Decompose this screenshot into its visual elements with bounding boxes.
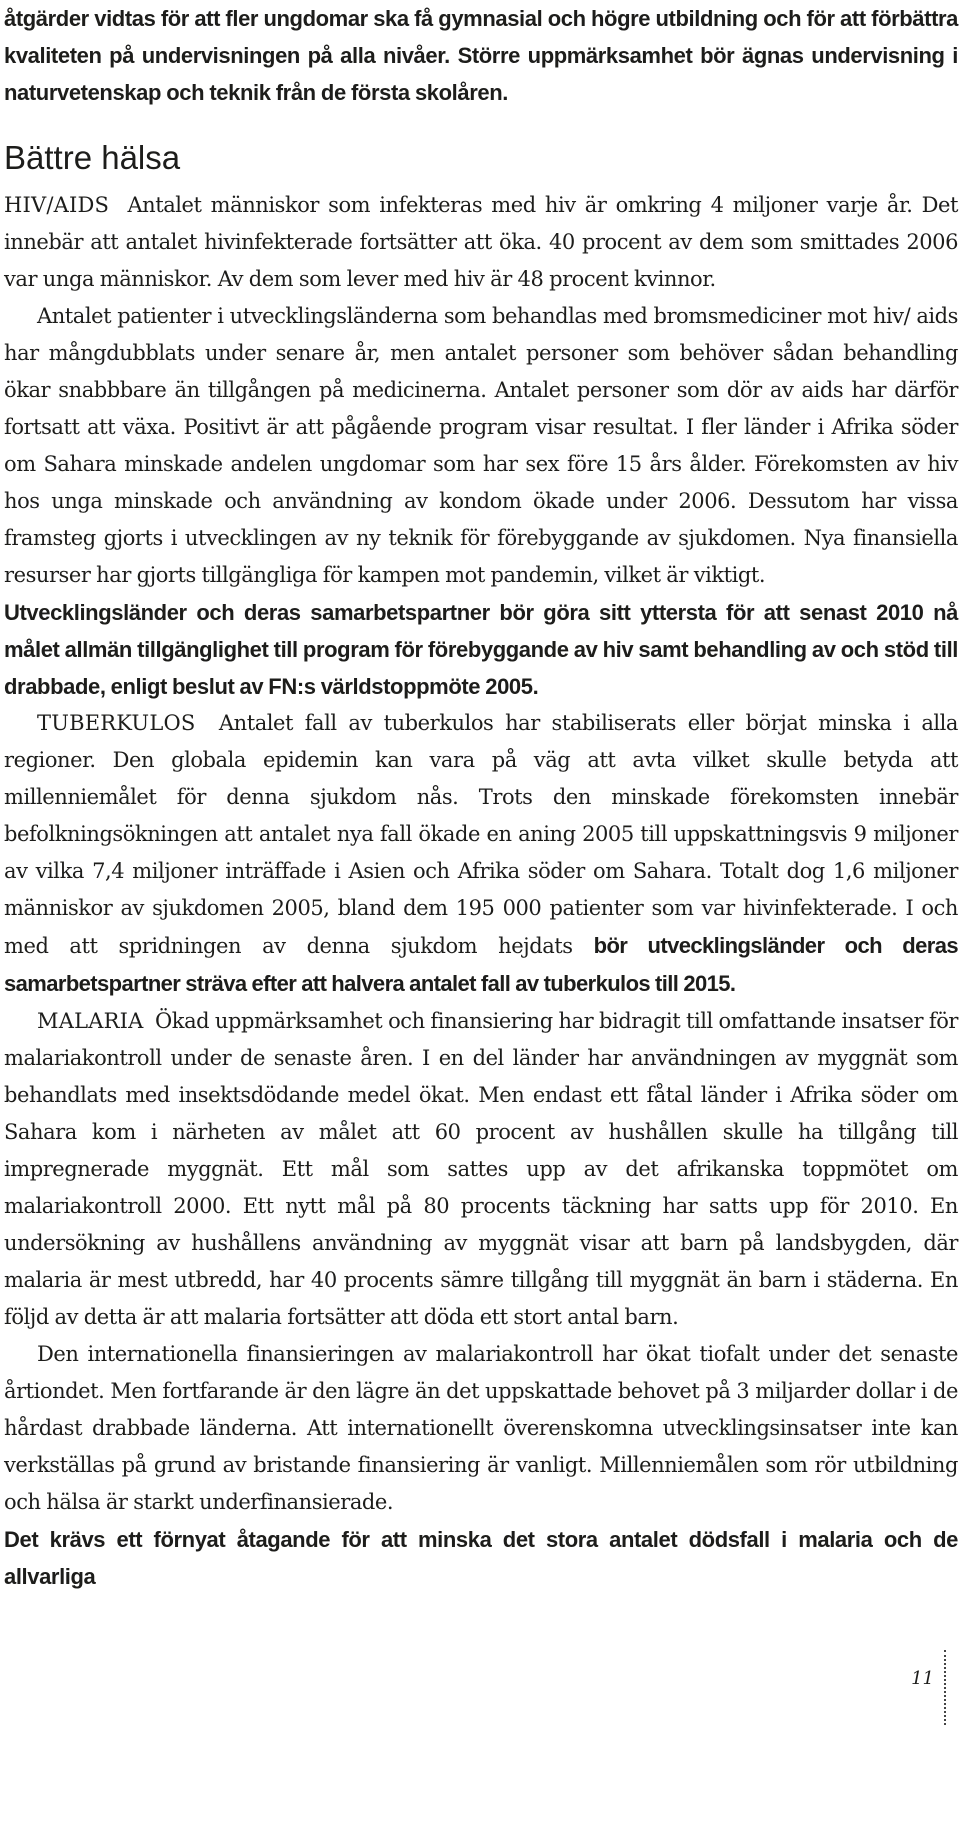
hiv-text: Antalet människor som infekteras med hiv är omkring 4 miljoner varje år. Det innebär att antalet hivinfekterade fortsätter att öka. 40 procent av dem som smittades 2006 var unga människor. Av dem som lever med hiv är 48 procent kvinnor. [4, 193, 959, 291]
page-number: 11 [911, 1668, 934, 1689]
intro-paragraph: åtgärder vidtas för att fler ungdomar ska få gymnasial och högre utbildning och för att förbättra kvaliteten på undervisningen på alla nivåer. Större uppmärksamhet bör ägnas undervisning i naturvetenskap och teknik från de första skolåren. [4, 6, 958, 105]
document-page [4, 0, 958, 1595]
section-heading: Bättre hälsa [4, 139, 181, 176]
malaria-label: MALARIA [37, 1009, 144, 1033]
hiv-label: HIV/AIDS [4, 193, 110, 217]
footer-dotted-rule [944, 1650, 946, 1725]
malaria-text: Ökad uppmärksamhet och finansiering har bidragit till omfattande insatser för malariakontroll under de senaste åren. I en del länder har användningen av myggnät som behandlats med insektsdödande medel ökat. Men endast ett fåtal länder i Afrika söder om Sahara kom i närheten av målet att 60 procent av hushållen skulle ha tillgång till impregnerade myggnät. Ett mål som sattes upp av det afrikanska toppmötet om malariakontroll 2000. Ett nytt mål på 80 procents täckning har satts upp för 2010. En undersökning av hushållens användning av myggnät visar att barn på landsbygden, där malaria är mest utbredd, har 40 procents sämre tillgång till myggnät än barn i städerna. En följd av detta är att malaria fortsätter att döda ett stort antal barn. [4, 1009, 959, 1329]
tb-goal: bör utvecklingsländer och deras samarbetspartner sträva efter att halvera antalet fall av tuberkulos till 2015. [4, 933, 958, 996]
tb-text: Antalet fall av tuberkulos har stabiliserats eller börjat minska i alla regioner. Den globala epidemin kan vara på väg att avta vilket skulle betyda att millenniemålet för denna sjukdom nås. Trots den minskade förekomsten innebär befolkningsökningen att antalet nya fall ökade en aning 2005 till uppskattningsvis 9 miljoner av vilka 7,4 miljoner inträffade i Asien och Afrika söder om Sahara. Totalt dog 1,6 miljoner människor av sjukdomen 2005, bland dem 195 000 patienter som var hivinfekterade. I och med att spridningen av denna sjukdom hejdats [4, 711, 958, 958]
malaria-goal-paragraph: Det krävs ett förnyat åtagande för att minska det stora antalet dödsfall i malaria och de allvarliga [4, 1527, 958, 1589]
hiv-paragraph [4, 187, 958, 298]
hiv-treatment-paragraph: Antalet patienter i utvecklingsländerna som behandlas med bromsmediciner mot hiv/ aids har mångdubblats under senare år, men antalet personer som behöver sådan behandling ökar snabbbare än tillgången på medicinerna. Antalet personer som dör av aids har därför fortsatt att växa. Positivt är att pågående program visar resultat. I fler länder i Afrika söder om Sahara minskade andelen ungdomar som har sex före 15 års ålder. Förekomsten av hiv hos unga minskade och användning av kondom ökade under 2006. Dessutom har vissa framsteg gjorts i utvecklingen av ny teknik för förebyggande av sjukdomen. Nya finansiella resurser har gjorts tillgängliga för kampen mot pandemin, vilket är viktigt. [4, 304, 958, 587]
malaria-funding-paragraph: Den internationella finansieringen av malariakontroll har ökat tiofalt under det senaste årtiondet. Men fortfarande är den lägre än det uppskattade behovet på 3 miljarder dollar i de hårdast drabbade länderna. Att internationellt överenskomna utvecklingsinsatser inte kan verkställas på grund av bristande finansiering är vanligt. Millenniemålen som rör utbildning och hälsa är starkt underfinansierade. [4, 1342, 958, 1514]
tb-label: TUBERKULOS [37, 711, 196, 735]
tb-paragraph [4, 705, 958, 1003]
hiv-goal-paragraph: Utvecklingsländer och deras samarbetspartner bör göra sitt yttersta för att senast 2010 nå målet allmän tillgänglighet till program för förebyggande av hiv samt behandling av och stöd till drabbade, enligt beslut av FN:s världstoppmöte 2005. [4, 600, 958, 699]
malaria-paragraph [4, 1003, 958, 1336]
